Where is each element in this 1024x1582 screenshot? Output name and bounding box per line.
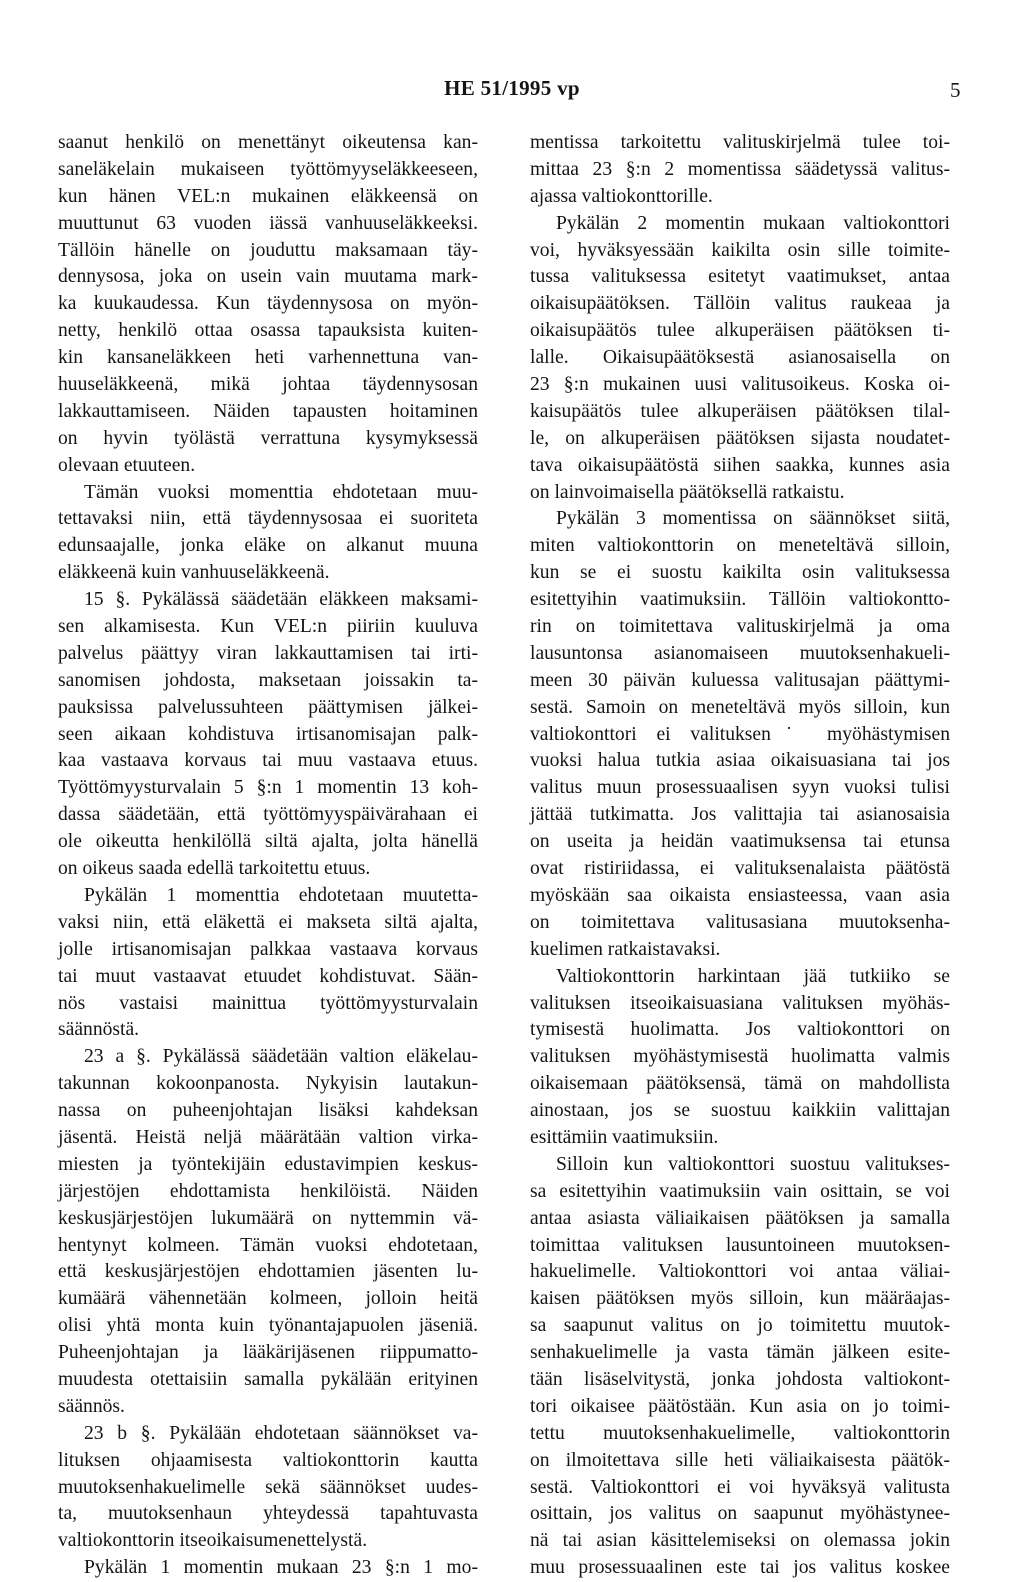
text-line: tään lisäselvitystä, jonka johdosta valtiokont- [530, 1368, 950, 1390]
text-line: meen 30 päivän kuluessa valitusajan päättymi- [530, 669, 950, 691]
text-line: 15 §. Pykälässä säädetään eläkkeen maksami- [84, 589, 478, 611]
page-number: 5 [950, 78, 961, 102]
text-line: vaksi niin, että eläkettä ei makseta siltä ajalta, [58, 911, 478, 933]
text-line: hakuelimelle. Valtiokonttori voi antaa väliai- [530, 1261, 950, 1283]
text-line: valituksen itseoikaisuasiana valituksen myöhäs- [530, 992, 950, 1014]
text-line: tava oikaisupäätöstä siihen saakka, kunnes asia [530, 454, 950, 476]
text-line: myöskään saa oikaista ensiasteessa, vaan asia [530, 884, 950, 906]
text-line: valtiokonttori ei valituksen˙ myöhästymisen [530, 723, 950, 745]
text-line: saneläkelain mukaiseen työttömyyseläkkeeseen, [58, 158, 478, 180]
text-line: on ilmoitettava sille heti väliaikaisesta päätök- [530, 1449, 950, 1471]
text-line: muu prosessuaalinen este tai jos valitus koskee [530, 1557, 950, 1579]
text-line: muuttunut 63 vuoden iässä vanhuuseläkkeeksi. [58, 212, 478, 234]
text-line: Silloin kun valtiokonttori suostuu valitukses- [556, 1153, 950, 1175]
text-line: seen aikaan kohdistuva irtisanomisajan palk- [58, 723, 478, 745]
text-line: takunnan kokoonpanosta. Nykyisin lautakun- [58, 1073, 478, 1095]
text-line: on useita ja heidän vaatimuksensa tai etunsa [530, 831, 950, 853]
text-line: mittaa 23 §:n 2 momentissa säädetyssä valitus- [530, 158, 950, 180]
text-line: Työttömyysturvalain 5 §:n 1 momentin 13 koh- [58, 777, 478, 799]
text-line: valitus muun prosessuaalisen syyn vuoksi tulisi [530, 777, 950, 799]
text-line: on hyvin työlästä verrattuna kysymyksessä [58, 427, 478, 449]
page-header-title: HE 51/1995 vp [444, 76, 580, 100]
text-line: säännös. [58, 1395, 125, 1417]
text-line: huuseläkkeenä, mikä johtaa täydennysosan [58, 374, 478, 396]
text-line: Tällöin hänelle on jouduttu maksamaan täy- [58, 239, 478, 261]
text-line: tettu muutoksenhakuelimelle, valtiokonttorin [530, 1422, 950, 1444]
text-line: tori oikaisee päätöstään. Kun asia on jo toimi- [530, 1395, 950, 1417]
text-line: miten valtiokonttorin on meneteltävä silloin, [530, 535, 950, 557]
text-line: miesten ja työntekijäin edustavimpien keskus- [58, 1153, 478, 1175]
text-line: Pykälän 2 momentin mukaan valtiokonttori [556, 212, 950, 234]
text-line: oikaisupäätöksen. Tällöin valitus raukeaa ja [530, 293, 950, 315]
text-line: rin on toimitettava valituskirjelmä ja oma [530, 616, 950, 638]
text-line: esitettyihin vaatimuksiin. Tällöin valtiokontto- [530, 589, 950, 611]
text-line: on toimitettava valitusasiana muutoksenha- [530, 911, 950, 933]
text-line: kun hänen VEL:n mukainen eläkkeensä on [58, 185, 478, 207]
text-line: ovat ristiriidassa, ei valituksenalaista päätöstä [530, 858, 950, 880]
text-line: tai muut vastaavat etuudet kohdistuvat. Sään- [58, 965, 478, 987]
text-line: palvelus päättyy viran lakkauttamisen tai irti- [58, 642, 478, 664]
text-line: on oikeus saada edellä tarkoitettu etuus. [58, 858, 371, 880]
text-line: valituksen myöhästymisestä huolimatta valmis [530, 1046, 950, 1068]
text-line: mentissa tarkoitettu valituskirjelmä tulee toi- [530, 132, 950, 153]
text-line: nassa on puheenjohtajan lisäksi kahdeksan [58, 1100, 478, 1122]
text-line: toimittaa valituksen lausuntoineen muutoksen- [530, 1234, 950, 1256]
text-line: sa saapunut valitus on jo toimitettu muutok- [530, 1315, 950, 1337]
text-line: dennysosa, joka on usein vain muutama mark- [58, 266, 478, 288]
text-line: säännöstä. [58, 1019, 140, 1041]
text-line: tymisestä huolimatta. Jos valtiokonttori on [530, 1019, 950, 1041]
text-line: kun se ei suostu kaikilta osin valituksessa [530, 562, 950, 584]
text-line: lausuntonsa asianomaiseen muutoksenhakueli- [530, 642, 950, 664]
left-text-column [58, 130, 478, 1582]
text-line: sestä. Samoin on meneteltävä myös silloin, kun [530, 696, 950, 718]
text-line: on lainvoimaisella päätöksellä ratkaistu. [530, 481, 845, 503]
text-line: valtiokonttorin itseoikaisumenettelystä. [58, 1530, 368, 1552]
text-line: le, on alkuperäisen päätöksen sijasta noudatet- [530, 427, 950, 449]
text-line: saanut henkilö on menettänyt oikeutensa kan- [58, 132, 478, 153]
text-line: antaa asiasta väliaikaisen päätöksen ja samalla [530, 1207, 950, 1229]
text-line: kaisupäätös tulee alkuperäisen päätöksen tilal- [530, 400, 950, 422]
text-line: lituksen ohjaamisesta valtiokonttorin kautta [58, 1449, 478, 1471]
text-line: 23 a §. Pykälässä säädetään valtion eläkelau- [84, 1046, 478, 1068]
text-line: Pykälän 3 momentissa on säännökset siitä, [556, 508, 950, 530]
text-line: sa esitettyihin vaatimuksiin vain osittain, se voi [530, 1180, 950, 1202]
text-line: 23 §:n mukainen uusi valitusoikeus. Koska oi- [530, 374, 950, 396]
text-line: kuelimen ratkaistavaksi. [530, 938, 721, 960]
text-line: ainostaan, jos se suostuu kaikkiin valittajan [530, 1100, 950, 1122]
text-line: edunsaajalle, jonka eläke on alkanut muuna [58, 535, 478, 557]
text-line: tussa valituksessa esitetyt vaatimukset, antaa [530, 266, 950, 288]
text-line: muudesta otettaisiin samalla pykälään erityinen [58, 1368, 478, 1390]
text-line: Tämän vuoksi momenttia ehdotetaan muu- [84, 481, 478, 503]
text-line: tettavaksi niin, että täydennysosaa ei suoriteta [58, 508, 478, 530]
text-line: kaisen päätöksen myös silloin, kun määräajas- [530, 1288, 950, 1310]
text-line: netty, henkilö ottaa osassa tapauksista kuiten- [58, 320, 478, 342]
text-line: eläkkeenä kuin vanhuuseläkkeenä. [58, 562, 330, 584]
text-line: sanomisen johdosta, maksetaan joissakin ta- [58, 669, 478, 691]
text-line: dassa säädetään, että työttömyyspäivärahaan ei [58, 804, 478, 826]
text-line: pauksissa palvelussuhteen päättymisen jälkei- [58, 696, 478, 718]
text-line: olevaan etuuteen. [58, 454, 196, 476]
text-line: Pykälän 1 momentin mukaan 23 §:n 1 mo- [84, 1557, 478, 1579]
text-line: jäsentä. Heistä neljä määrätään valtion virka- [58, 1126, 478, 1148]
text-line: senhakuelimelle ja vasta tämän jälkeen esite- [530, 1342, 950, 1364]
text-line: nä tai asian käsittelemiseksi on olemassa jokin [530, 1530, 950, 1552]
text-line: ta, muutoksenhaun yhteydessä tapahtuvasta [58, 1503, 478, 1525]
text-line: ajassa valtiokonttorille. [530, 185, 713, 207]
text-line: Pykälän 1 momenttia ehdotetaan muutetta- [84, 884, 478, 906]
text-line: lalle. Oikaisupäätöksestä asianosaisella on [530, 347, 950, 369]
right-text-column [530, 130, 950, 1582]
text-line: voi, hyväksyessään kaikilta osin sille toimite- [530, 239, 950, 261]
text-line: Valtiokonttorin harkintaan jää tutkiiko se [556, 965, 950, 987]
text-line: että keskusjärjestöjen ehdottamien jäsenten lu- [58, 1261, 478, 1283]
text-line: lakkauttamiseen. Näiden tapausten hoitaminen [58, 400, 478, 422]
text-line: hentynyt kolmeen. Tämän vuoksi ehdotetaan, [58, 1234, 478, 1256]
text-line: ka kuukaudessa. Kun täydennysosa on myön- [58, 293, 478, 315]
text-line: nös vastaisi mainittua työttömyysturvalain [58, 992, 478, 1014]
text-line: sen alkamisesta. Kun VEL:n piiriin kuuluva [58, 616, 478, 638]
text-line: oikaisemaan päätöksensä, tämä on mahdollista [530, 1073, 950, 1095]
text-line: keskusjärjestöjen lukumäärä on nyttemmin vä- [58, 1207, 478, 1229]
text-line: sestä. Valtiokonttori ei voi hyväksyä valitusta [530, 1476, 950, 1498]
text-line: vuoksi halua tutkia asiaa oikaisuasiana tai jos [530, 750, 950, 772]
text-line: esittämiin vaatimuksiin. [530, 1126, 719, 1148]
text-line: Puheenjohtajan ja lääkärijäsenen riippumatto- [58, 1342, 478, 1364]
text-line: jättää tutkimatta. Jos valittajia tai asianosaisia [530, 804, 950, 826]
text-line: kumäärä vähennetään kolmeen, jolloin heitä [58, 1288, 478, 1310]
text-line: järjestöjen ehdottamista henkilöistä. Näiden [58, 1180, 478, 1202]
text-line: osittain, jos valitus on saapunut myöhästynee- [530, 1503, 950, 1525]
text-line: muutoksenhakuelimelle sekä säännökset uudes- [58, 1476, 478, 1498]
text-line: ole oikeutta henkilöllä siltä ajalta, jolta hänellä [58, 831, 478, 853]
text-line: kin kansaneläkkeen heti varhennettuna van- [58, 347, 478, 369]
text-line: oikaisupäätös tulee alkuperäisen päätöksen ti- [530, 320, 950, 342]
text-line: kaa vastaava korvaus tai muu vastaava etuus. [58, 750, 478, 772]
text-line: olisi yhtä monta kuin työnantajapuolen jäseniä. [58, 1315, 478, 1337]
text-line: jolle irtisanomisajan palkkaa vastaava korvaus [58, 938, 478, 960]
text-line: 23 b §. Pykälään ehdotetaan säännökset va- [84, 1422, 478, 1444]
